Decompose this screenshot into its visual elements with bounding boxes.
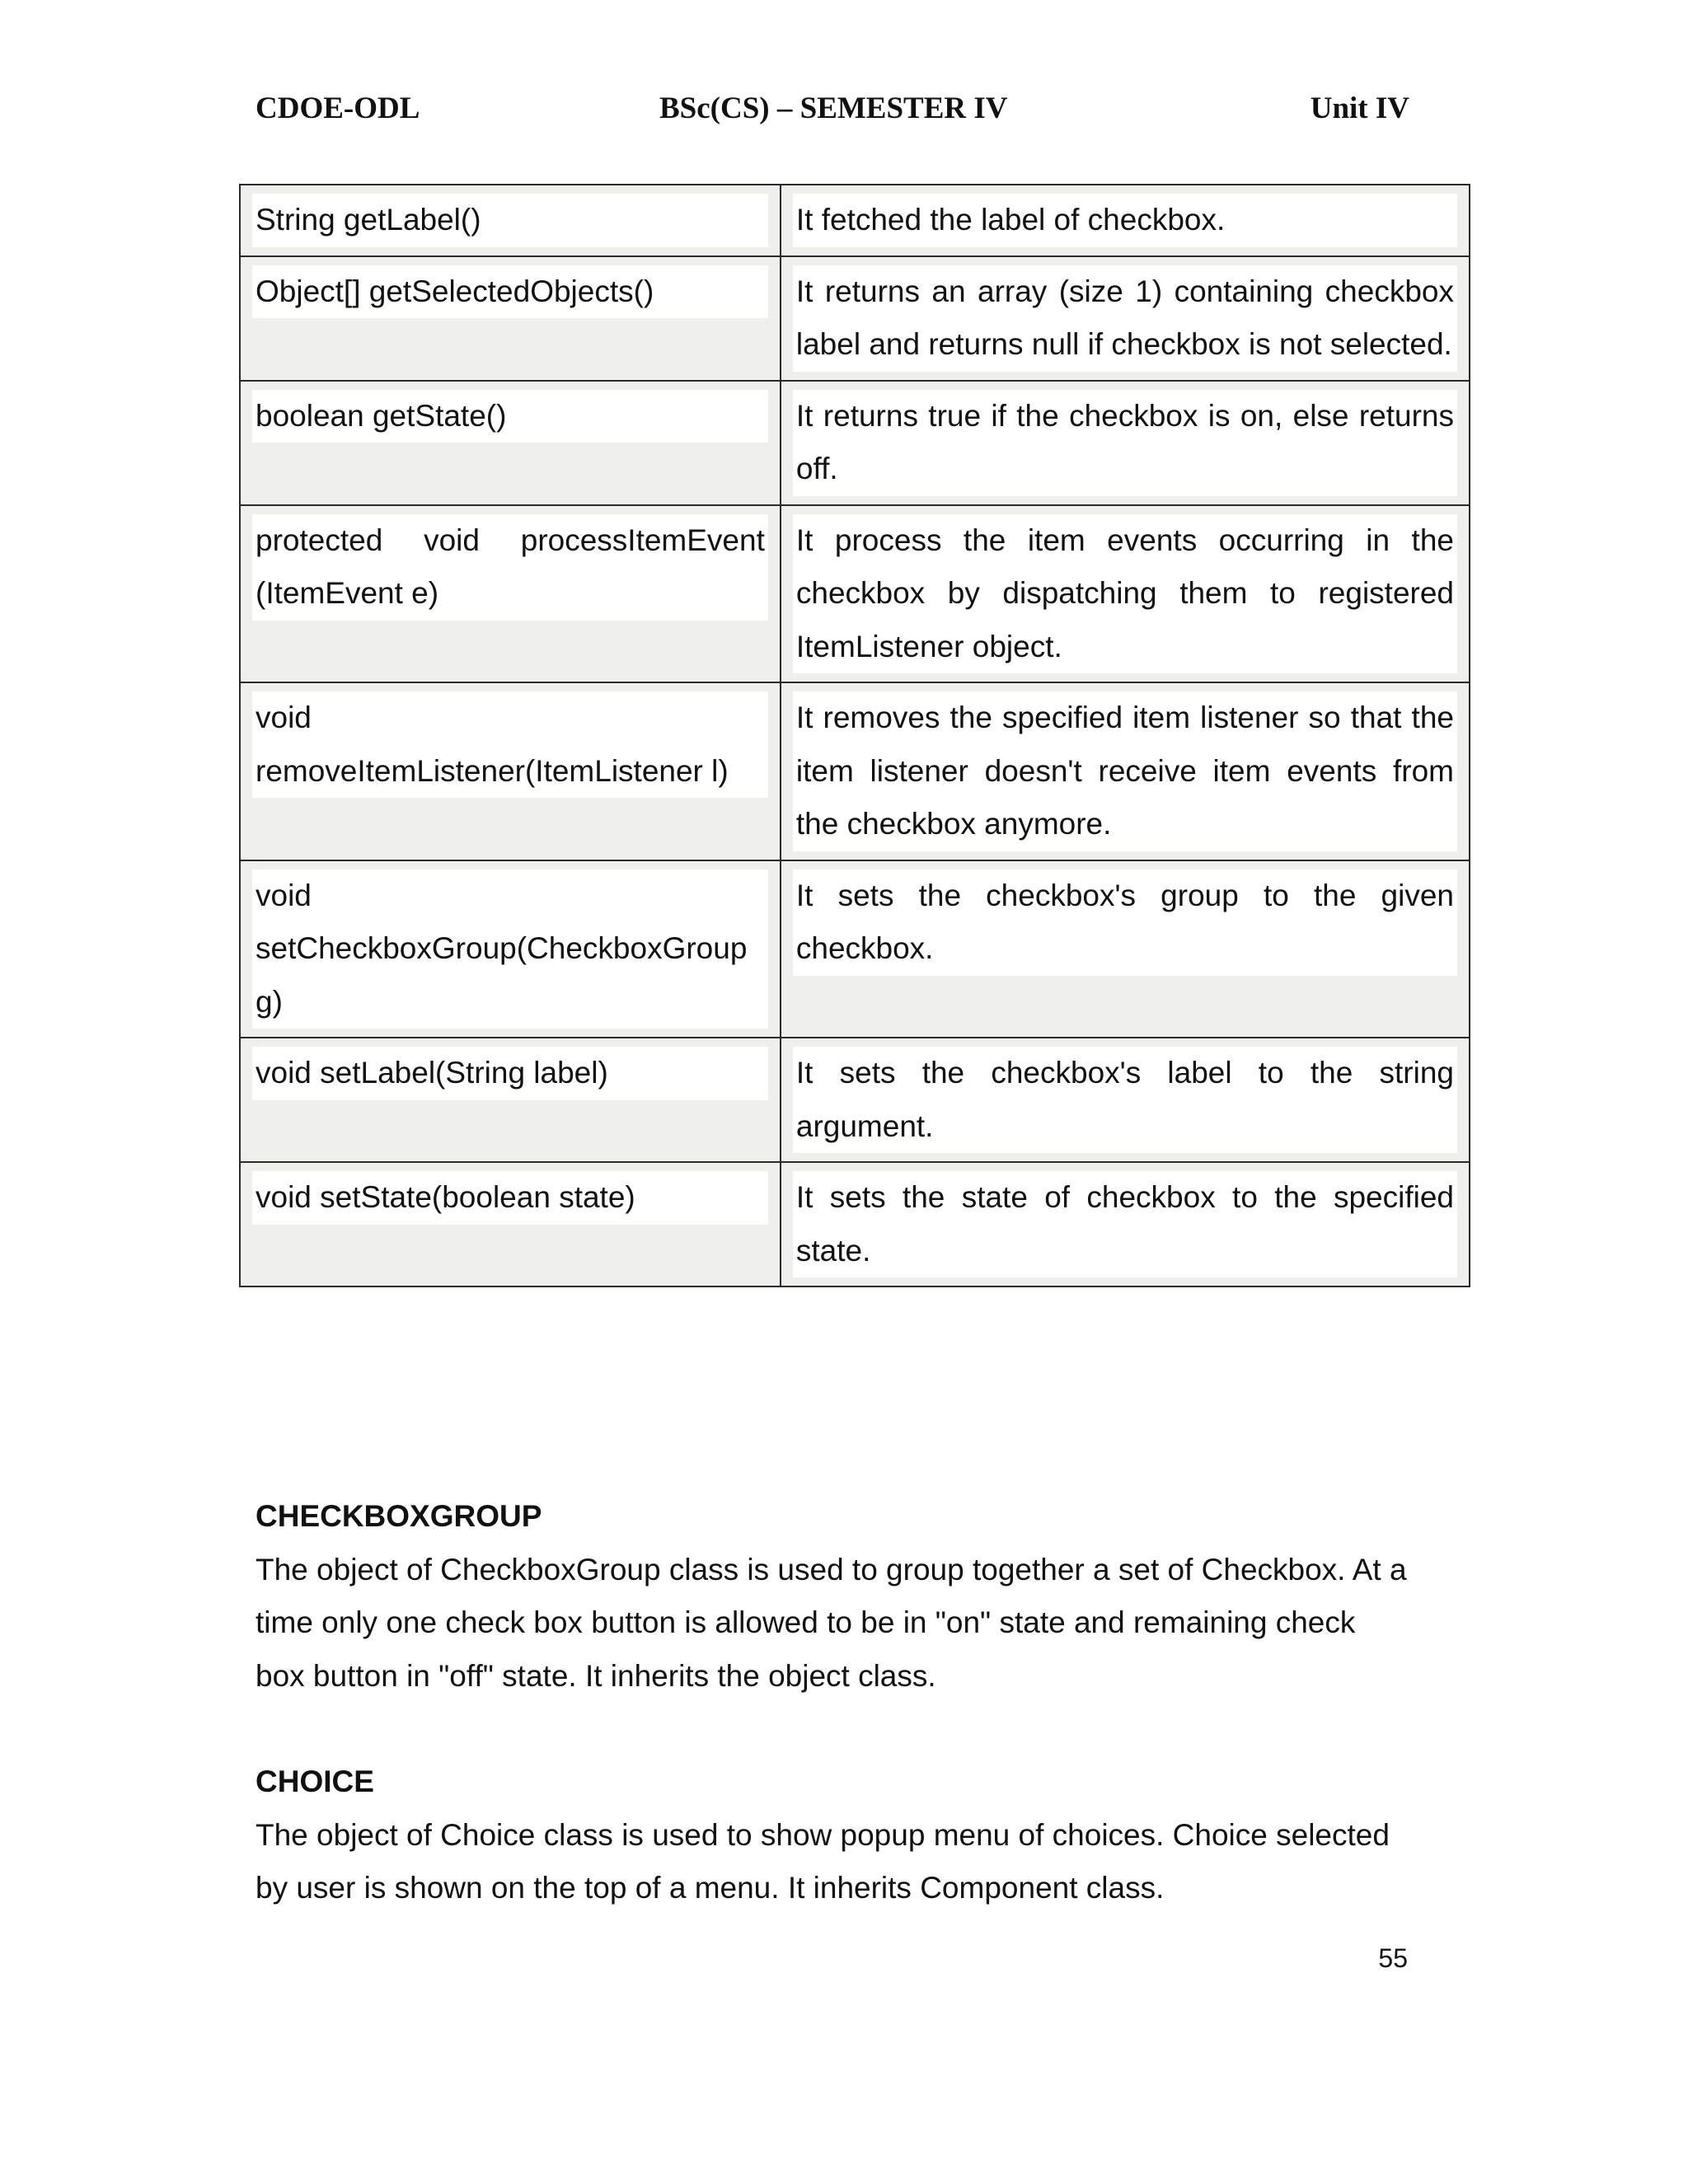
description-cell: [781, 860, 1470, 1038]
table-row: [240, 381, 1470, 505]
table-row: [240, 860, 1470, 1038]
method-signature: Object[] getSelectedObjects(): [252, 265, 768, 319]
description-cell: [781, 1038, 1470, 1162]
method-description: It sets the checkbox's group to the given checkbox.: [793, 869, 1457, 976]
page-number: 55: [1378, 1943, 1408, 1973]
method-description: It sets the checkbox's label to the string argument.: [793, 1047, 1457, 1153]
header-institution: CDOE-ODL: [256, 91, 420, 125]
choice-section: [256, 1755, 1409, 1915]
table-row: [240, 1162, 1470, 1286]
method-signature: void setState(boolean state): [252, 1171, 768, 1225]
description-cell: [781, 185, 1470, 256]
method-cell: [240, 1162, 781, 1286]
method-cell: [240, 505, 781, 683]
checkbox-methods-table: [239, 184, 1470, 1287]
method-signature: void setLabel(String label): [252, 1047, 768, 1100]
method-signature: String getLabel(): [252, 194, 768, 247]
method-cell: [240, 381, 781, 505]
header-course: BSc(CS) – SEMESTER IV: [659, 91, 1008, 125]
method-signature: void setCheckboxGroup(CheckboxGroup g): [252, 869, 768, 1029]
description-cell: [781, 682, 1470, 860]
method-cell: [240, 1038, 781, 1162]
table-row: [240, 682, 1470, 860]
method-description: It returns an array (size 1) containing checkbox label and returns null if checkbox is not selected.: [793, 265, 1457, 372]
method-cell: [240, 185, 781, 256]
header-unit: Unit IV: [1310, 91, 1409, 125]
section-paragraph: The object of CheckboxGroup class is used to group together a set of Checkbox. At a time only one check box button is allowed to be in "on" state and remaining check box button in "off" state. It inherits the object class.: [256, 1552, 1407, 1693]
description-cell: [781, 256, 1470, 381]
method-cell: [240, 682, 781, 860]
description-cell: [781, 381, 1470, 505]
section-heading: CHOICE: [256, 1765, 374, 1798]
description-cell: [781, 505, 1470, 683]
checkboxgroup-section: [256, 1490, 1409, 1703]
section-heading: CHECKBOXGROUP: [256, 1499, 542, 1533]
table-row: [240, 1038, 1470, 1162]
table-row: [240, 256, 1470, 381]
method-description: It sets the state of checkbox to the specified state.: [793, 1171, 1457, 1277]
method-signature: void removeItemListener(ItemListener l): [252, 691, 768, 798]
method-description: It removes the specified item listener so that the item listener doesn't receive item events from the checkbox anymore.: [793, 691, 1457, 851]
method-description: It fetched the label of checkbox.: [793, 194, 1457, 247]
method-signature: protected void processItemEvent (ItemEvent e): [252, 514, 768, 621]
description-cell: [781, 1162, 1470, 1286]
method-cell: [240, 860, 781, 1038]
method-signature: boolean getState(): [252, 390, 768, 443]
method-cell: [240, 256, 781, 381]
method-description: It returns true if the checkbox is on, else returns off.: [793, 390, 1457, 496]
page-header: [256, 91, 1409, 132]
section-paragraph: The object of Choice class is used to show popup menu of choices. Choice selected by user is shown on the top of a menu. It inherits Component class.: [256, 1817, 1390, 1905]
method-description: It process the item events occurring in the checkbox by dispatching them to registered ItemListener object.: [793, 514, 1457, 674]
table-row: [240, 505, 1470, 683]
table-row: [240, 185, 1470, 256]
